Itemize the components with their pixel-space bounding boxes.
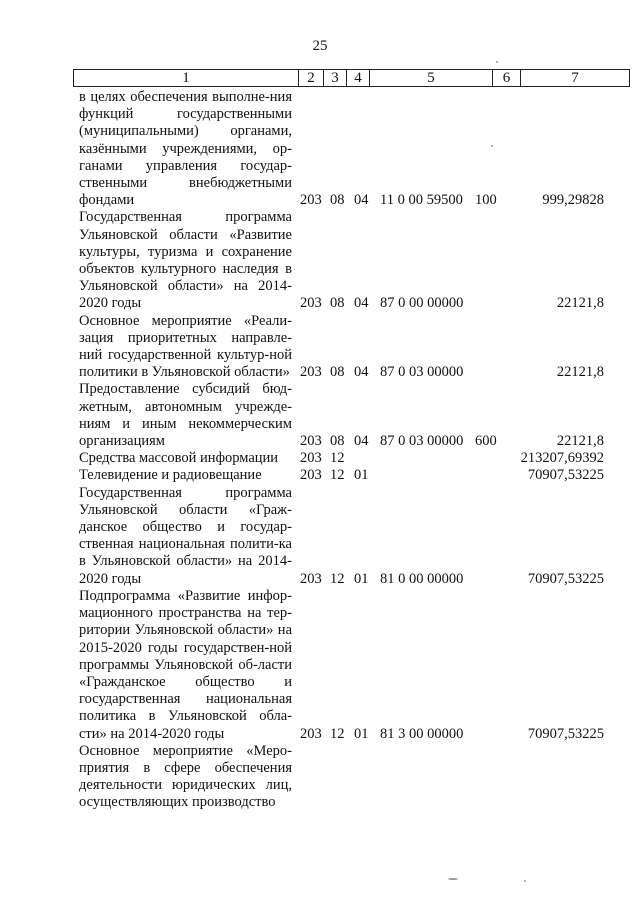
row-description: Телевидение и радиовещание	[79, 467, 262, 484]
scan-speck	[524, 880, 526, 882]
row-code-2: 203	[300, 450, 322, 467]
row-code-6: 100	[475, 192, 497, 209]
table-row	[0, 450, 640, 467]
budget-table-body	[0, 89, 640, 812]
row-code-5: 81 0 00 00000	[380, 570, 464, 587]
row-code-2: 203	[300, 295, 322, 312]
row-code-3: 12	[330, 450, 345, 467]
row-amount: 70907,53225	[527, 570, 604, 587]
row-description: Средства массовой информации	[79, 450, 279, 467]
table-row	[0, 313, 640, 382]
table-row	[0, 209, 640, 312]
row-code-5: 81 3 00 00000	[380, 725, 464, 742]
row-amount: 999,29828	[542, 192, 604, 209]
table-row	[0, 381, 640, 450]
table-row	[0, 743, 640, 812]
scan-speck	[448, 878, 458, 880]
row-code-3: 12	[330, 570, 345, 587]
row-code-4: 04	[354, 364, 369, 381]
row-code-2: 203	[300, 433, 322, 450]
row-code-5: 11 0 00 59500	[380, 192, 463, 209]
row-code-3: 12	[330, 725, 345, 742]
table-row	[0, 485, 640, 588]
row-code-2: 203	[300, 570, 322, 587]
row-code-2: 203	[300, 364, 322, 381]
row-code-3: 08	[330, 433, 345, 450]
row-description: Государственная программа Ульяновской области «Граж-данское общество и государ-ственная национальная полити-ка в Ульяновской области» на 2014-2020 годы	[79, 484, 292, 587]
row-amount: 22121,8	[556, 433, 604, 450]
row-amount: 70907,53225	[527, 467, 604, 484]
row-amount: 22121,8	[556, 295, 604, 312]
col-header-6: 6	[493, 70, 521, 87]
row-code-5: 87 0 03 00000	[380, 364, 464, 381]
row-description: в целях обеспечения выполне-ния функций государственными (муниципальными) органами, казёнными учреждениями, ор-ганами управления государ-ственными внебюджетными фондами	[79, 89, 292, 209]
col-header-1: 1	[74, 70, 299, 87]
row-code-4: 04	[354, 295, 369, 312]
column-header-table	[73, 69, 630, 87]
col-header-3: 3	[324, 70, 347, 87]
row-code-4: 01	[354, 725, 369, 742]
table-row	[0, 89, 640, 209]
row-code-2: 203	[300, 725, 322, 742]
table-row	[0, 588, 640, 743]
row-code-4: 01	[354, 467, 369, 484]
row-code-3: 12	[330, 467, 345, 484]
row-description: Государственная программа Ульяновской области «Развитие культуры, туризма и сохранение объектов культурного наследия в Ульяновской области» на 2014-2020 годы	[79, 209, 292, 312]
scan-speck	[496, 61, 498, 63]
row-code-6: 600	[475, 433, 497, 450]
row-description: Предоставление субсидий бюд-жетным, автономным учрежде-ниям и иным некоммерческим организациям	[79, 381, 292, 450]
row-description: Подпрограмма «Развитие инфор-мационного пространства на тер-ритории Ульяновской области» на 2015-2020 годы государствен-ной программы Ульяновской об-ласти «Гражданское общество и государственная национальная политика в Ульяновской обла-сти» на 2014-2020 годы	[79, 587, 292, 742]
row-code-4: 01	[354, 570, 369, 587]
row-code-3: 08	[330, 192, 345, 209]
row-code-5: 87 0 03 00000	[380, 433, 464, 450]
col-header-5: 5	[370, 70, 493, 87]
row-code-5: 87 0 00 00000	[380, 295, 464, 312]
row-code-4: 04	[354, 192, 369, 209]
col-header-2: 2	[299, 70, 324, 87]
col-header-4: 4	[347, 70, 370, 87]
row-code-2: 203	[300, 467, 322, 484]
table-row	[0, 467, 640, 484]
row-code-3: 08	[330, 364, 345, 381]
row-amount: 22121,8	[556, 364, 604, 381]
scan-speck	[491, 145, 493, 147]
row-code-4: 04	[354, 433, 369, 450]
row-amount: 213207,69392	[520, 450, 604, 467]
row-code-3: 08	[330, 295, 345, 312]
row-amount: 70907,53225	[527, 725, 604, 742]
col-header-7: 7	[521, 70, 630, 87]
page-number: 25	[312, 38, 328, 54]
row-description: Основное мероприятие «Меро-приятия в сфере обеспечения деятельности юридических лиц, осуществляющих производство	[79, 742, 292, 811]
row-description: Основное мероприятие «Реали-зация приоритетных направле-ний государственной культур-ной политики в Ульяновской области»	[79, 312, 292, 381]
row-code-2: 203	[300, 192, 322, 209]
